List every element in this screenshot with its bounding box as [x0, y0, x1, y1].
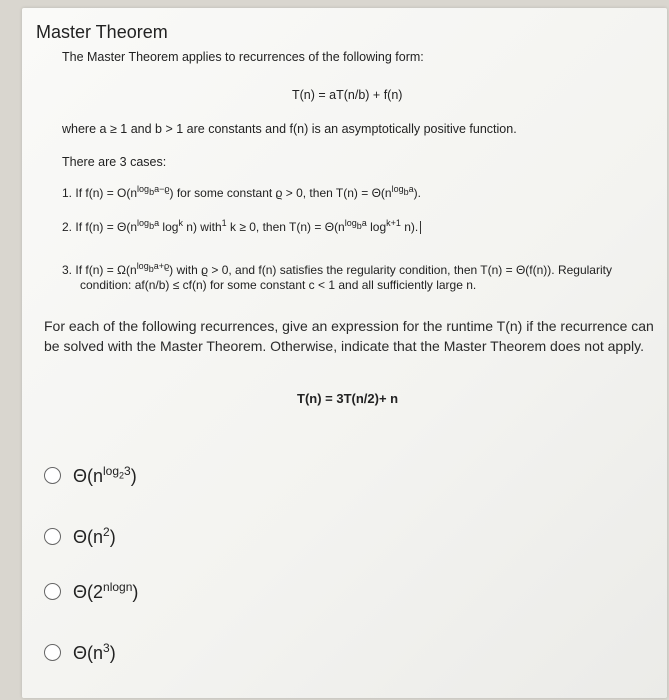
case-2-sub-a: b	[149, 220, 155, 231]
case-2-sup-k1: k+1	[386, 218, 401, 228]
option-4-sup: 3	[103, 641, 110, 655]
option-4-base: Θ(n	[73, 643, 104, 663]
radio-button-3[interactable]	[44, 583, 61, 600]
case-3-number: 3.	[62, 263, 73, 277]
case-2-sup-a2: a	[154, 218, 160, 228]
case-1	[62, 184, 421, 200]
option-1-label	[73, 464, 137, 487]
case-3-text-b: ) with ϱ > 0, and f(n) satisfies the regularity condition, then T(n) = Θ(f(n)). Regularity	[169, 263, 612, 277]
radio-button-4[interactable]	[44, 644, 61, 661]
option-3-close: )	[132, 582, 139, 602]
answer-option-1[interactable]	[44, 464, 137, 487]
case-1-sup-a2: a−ϱ	[154, 184, 170, 194]
option-1-close: )	[130, 466, 137, 486]
text-cursor	[420, 221, 421, 234]
case-2-sup-k: k	[178, 218, 183, 228]
option-2-base: Θ(n	[73, 527, 104, 547]
option-3-sup: nlogn	[103, 580, 133, 594]
option-3-label	[73, 580, 138, 603]
option-2-sup: 2	[103, 525, 110, 539]
option-4-close: )	[109, 643, 116, 663]
case-1-sup-a: log	[137, 184, 150, 194]
case-3-sub-a: b	[148, 263, 154, 274]
option-1-sup: log	[103, 464, 120, 478]
case-2-sup-a: log	[137, 218, 150, 228]
case-2-text-e: log	[366, 220, 387, 234]
case-3-text-a: If f(n) = Ω(n	[75, 263, 137, 277]
case-2-sup-b2: a	[361, 218, 367, 228]
case-1-text-a: If f(n) = O(n	[75, 186, 138, 200]
answer-option-3[interactable]	[44, 580, 138, 603]
answer-option-4[interactable]	[44, 641, 116, 664]
page-title: Master Theorem	[36, 22, 168, 42]
cases-heading: There are 3 cases:	[62, 155, 167, 169]
case-2-text-b: log	[159, 220, 179, 234]
case-2-text-d: k ≥ 0, then T(n) = Θ(n	[226, 220, 345, 234]
option-1-sub: 2	[119, 470, 125, 481]
case-2-text-f: n).	[400, 220, 419, 234]
case-1-text-b: ) for some constant ϱ > 0, then T(n) = Θ(n	[169, 186, 392, 200]
case-1-sup-b: log	[391, 184, 404, 194]
option-3-base: Θ(2	[73, 582, 104, 602]
case-1-text-c: ).	[413, 186, 421, 200]
case-1-number: 1.	[62, 186, 73, 200]
case-1-sub-b: b	[403, 186, 409, 197]
case-2-text-a: If f(n) = Θ(n	[75, 220, 138, 234]
case-3-line-2: condition: af(n/b) ≤ cf(n) for some constant c < 1 and all sufficiently large n.	[80, 278, 477, 292]
case-3	[62, 261, 612, 277]
question-card	[22, 8, 667, 698]
option-2-close: )	[109, 527, 116, 547]
radio-button-2[interactable]	[44, 528, 61, 545]
case-2	[62, 218, 421, 234]
main-formula: T(n) = aT(n/b) + f(n)	[292, 88, 403, 102]
case-2-number: 2.	[62, 220, 73, 234]
option-1-sup2: 3	[124, 464, 131, 478]
recurrence-formula: T(n) = 3T(n/2)+ n	[297, 391, 399, 406]
question-text: For each of the following recurrences, give an expression for the runtime T(n) if the recurrence can be solved with the Master Theorem. Otherwise, indicate that the Master Theorem does not apply.	[44, 318, 654, 354]
intro-text: The Master Theorem applies to recurrences of the following form:	[62, 50, 424, 64]
case-2-sup-b: log	[344, 218, 357, 228]
case-2-text-c: n) with	[182, 220, 222, 234]
case-3-sup-a: log	[136, 261, 149, 271]
case-1-sub-a: b	[149, 186, 155, 197]
case-2-sup-1: 1	[221, 218, 227, 228]
answer-option-2[interactable]	[44, 525, 116, 548]
option-2-label	[73, 525, 116, 548]
case-3-sup-a2: a+ϱ	[153, 261, 170, 271]
where-text: where a ≥ 1 and b > 1 are constants and f(n) is an asymptotically positive function.	[62, 122, 517, 136]
case-1-sup-b2: a	[408, 184, 414, 194]
case-2-sub-b: b	[356, 220, 362, 231]
option-1-base: Θ(n	[73, 466, 104, 486]
radio-button-1[interactable]	[44, 467, 61, 484]
option-4-label	[73, 641, 116, 664]
